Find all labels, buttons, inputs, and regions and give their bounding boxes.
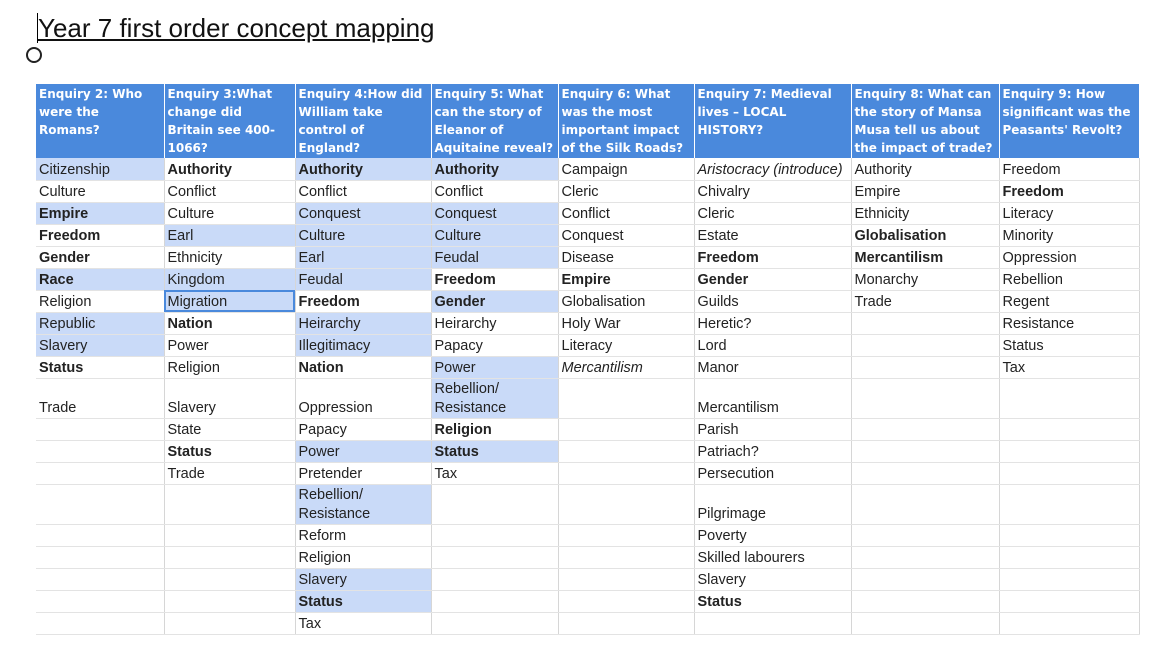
table-cell[interactable] <box>851 546 999 568</box>
table-cell[interactable]: Cleric <box>558 180 694 202</box>
table-cell[interactable]: Minority <box>999 224 1139 246</box>
table-cell[interactable] <box>851 418 999 440</box>
table-cell[interactable] <box>558 462 694 484</box>
table-cell[interactable]: Estate <box>694 224 851 246</box>
table-cell[interactable]: Rebellion <box>999 268 1139 290</box>
table-cell[interactable]: Globalisation <box>851 224 999 246</box>
table-row <box>36 224 1139 246</box>
table-cell[interactable]: Conflict <box>164 180 295 202</box>
table-row <box>36 356 1139 378</box>
table-cell[interactable]: Trade <box>36 378 164 418</box>
table-cell[interactable]: Mercantilism <box>558 356 694 378</box>
table-row <box>36 246 1139 268</box>
table-cell[interactable] <box>431 612 558 634</box>
table-cell[interactable]: Freedom <box>694 246 851 268</box>
table-cell[interactable]: Conflict <box>558 202 694 224</box>
table-cell[interactable] <box>851 524 999 546</box>
table-cell[interactable]: Mercantilism <box>694 378 851 418</box>
table-cell[interactable] <box>999 546 1139 568</box>
table-cell[interactable] <box>36 546 164 568</box>
circle-shape-handle[interactable] <box>26 47 42 63</box>
table-cell[interactable]: Heirarchy <box>431 312 558 334</box>
table-cell[interactable]: Persecution <box>694 462 851 484</box>
table-cell[interactable]: Authority <box>164 158 295 180</box>
table-cell[interactable]: Papacy <box>295 418 431 440</box>
table-cell-selected[interactable]: Migration <box>164 290 295 312</box>
header-enquiry-8: Enquiry 8: What can the story of Mansa Musa tell us about the impact of trade? <box>851 84 999 158</box>
table-cell[interactable]: Slavery <box>36 334 164 356</box>
table-cell[interactable]: Ethnicity <box>164 246 295 268</box>
table-cell[interactable]: Tax <box>999 356 1139 378</box>
table-cell[interactable]: Citizenship <box>36 158 164 180</box>
table-cell[interactable] <box>999 568 1139 590</box>
table-cell[interactable] <box>999 612 1139 634</box>
table-cell[interactable] <box>851 312 999 334</box>
table-cell[interactable]: Religion <box>164 356 295 378</box>
table-cell[interactable]: Earl <box>295 246 431 268</box>
table-row <box>36 484 1139 524</box>
table-cell[interactable]: Freedom <box>999 180 1139 202</box>
table-cell[interactable]: Conquest <box>558 224 694 246</box>
table-row <box>36 268 1139 290</box>
table-cell[interactable] <box>36 590 164 612</box>
table-cell[interactable]: Poverty <box>694 524 851 546</box>
table-cell[interactable]: Manor <box>694 356 851 378</box>
header-enquiry-9: Enquiry 9: How significant was the Peasants' Revolt? <box>999 84 1139 158</box>
table-row <box>36 312 1139 334</box>
table-cell[interactable] <box>851 462 999 484</box>
table-cell[interactable]: Status <box>36 356 164 378</box>
table-cell[interactable] <box>999 484 1139 524</box>
table-cell[interactable]: Earl <box>164 224 295 246</box>
table-cell[interactable] <box>431 568 558 590</box>
table-cell[interactable]: Authority <box>851 158 999 180</box>
table-cell[interactable]: Empire <box>851 180 999 202</box>
table-row <box>36 418 1139 440</box>
table-row <box>36 612 1139 634</box>
table-row <box>36 290 1139 312</box>
table-cell[interactable]: Republic <box>36 312 164 334</box>
table-cell[interactable] <box>558 440 694 462</box>
table-cell[interactable] <box>558 378 694 418</box>
table-cell[interactable]: Status <box>694 590 851 612</box>
table-cell[interactable]: State <box>164 418 295 440</box>
table-cell[interactable]: Tax <box>431 462 558 484</box>
table-cell[interactable] <box>999 524 1139 546</box>
table-cell[interactable] <box>851 334 999 356</box>
table-cell[interactable] <box>558 524 694 546</box>
table-cell[interactable]: Religion <box>295 546 431 568</box>
table-row <box>36 590 1139 612</box>
header-enquiry-2: Enquiry 2: Who were the Romans? <box>36 84 164 158</box>
table-cell[interactable]: Culture <box>164 202 295 224</box>
header-enquiry-7: Enquiry 7: Medieval lives – LOCAL HISTORY? <box>694 84 851 158</box>
table-cell[interactable]: Aristocracy (introduce) <box>694 158 851 180</box>
table-cell[interactable] <box>431 484 558 524</box>
table-cell[interactable] <box>164 524 295 546</box>
table-cell[interactable] <box>999 590 1139 612</box>
header-enquiry-3: Enquiry 3:What change did Britain see 400-1066? <box>164 84 295 158</box>
table-cell[interactable]: Oppression <box>999 246 1139 268</box>
document-title: Year 7 first order concept mapping <box>38 13 435 43</box>
table-cell[interactable] <box>851 356 999 378</box>
table-cell[interactable] <box>164 484 295 524</box>
table-cell[interactable] <box>851 568 999 590</box>
header-row <box>36 84 1139 158</box>
table-cell[interactable] <box>431 546 558 568</box>
table-cell[interactable]: Conflict <box>431 180 558 202</box>
table-cell[interactable]: Cleric <box>694 202 851 224</box>
table-cell[interactable]: Kingdom <box>164 268 295 290</box>
table-cell[interactable]: Heirarchy <box>295 312 431 334</box>
table-cell[interactable] <box>558 546 694 568</box>
table-cell[interactable]: Freedom <box>36 224 164 246</box>
table-cell[interactable] <box>851 440 999 462</box>
header-enquiry-6: Enquiry 6: What was the most important impact of the Silk Roads? <box>558 84 694 158</box>
table-cell[interactable]: Freedom <box>431 268 558 290</box>
table-cell[interactable]: Literacy <box>558 334 694 356</box>
table-cell[interactable]: Culture <box>295 224 431 246</box>
table-cell[interactable]: Slavery <box>295 568 431 590</box>
table-row <box>36 440 1139 462</box>
table-cell[interactable]: Status <box>164 440 295 462</box>
table-cell[interactable] <box>164 546 295 568</box>
table-cell[interactable]: Lord <box>694 334 851 356</box>
table-cell[interactable]: Authority <box>295 158 431 180</box>
table-cell[interactable]: Guilds <box>694 290 851 312</box>
table-row <box>36 334 1139 356</box>
table-cell[interactable]: Monarchy <box>851 268 999 290</box>
table-cell[interactable]: Disease <box>558 246 694 268</box>
table-cell[interactable] <box>558 590 694 612</box>
table-row <box>36 158 1139 180</box>
concept-table <box>36 84 1140 635</box>
table-cell[interactable]: Power <box>295 440 431 462</box>
table-cell[interactable]: Culture <box>36 180 164 202</box>
table-cell[interactable]: Status <box>999 334 1139 356</box>
table-cell[interactable]: Culture <box>431 224 558 246</box>
table-cell[interactable] <box>36 462 164 484</box>
table-cell[interactable]: Skilled labourers <box>694 546 851 568</box>
table-cell[interactable]: Empire <box>36 202 164 224</box>
table-cell[interactable] <box>36 440 164 462</box>
table-cell[interactable] <box>851 612 999 634</box>
table-cell[interactable]: Freedom <box>295 290 431 312</box>
table-cell[interactable]: Reform <box>295 524 431 546</box>
table-cell[interactable]: Resistance <box>999 312 1139 334</box>
table-cell[interactable]: Conquest <box>295 202 431 224</box>
table-cell[interactable]: Heretic? <box>694 312 851 334</box>
table-cell[interactable]: Tax <box>295 612 431 634</box>
table-cell[interactable]: Illegitimacy <box>295 334 431 356</box>
table-cell[interactable]: Slavery <box>164 378 295 418</box>
table-cell[interactable]: Globalisation <box>558 290 694 312</box>
table-row <box>36 378 1139 418</box>
table-cell[interactable]: Power <box>164 334 295 356</box>
table-cell[interactable] <box>36 612 164 634</box>
table-cell[interactable]: Religion <box>36 290 164 312</box>
table-cell[interactable] <box>999 440 1139 462</box>
table-cell[interactable]: Chivalry <box>694 180 851 202</box>
table-cell[interactable] <box>999 418 1139 440</box>
table-cell[interactable] <box>36 568 164 590</box>
table-cell[interactable]: Parish <box>694 418 851 440</box>
table-cell[interactable]: Regent <box>999 290 1139 312</box>
table-cell[interactable]: Empire <box>558 268 694 290</box>
table-cell[interactable]: Patriach? <box>694 440 851 462</box>
table-cell[interactable]: Mercantilism <box>851 246 999 268</box>
table-cell[interactable]: Holy War <box>558 312 694 334</box>
table-cell[interactable] <box>36 418 164 440</box>
table-cell[interactable] <box>999 378 1139 418</box>
table-cell[interactable]: Rebellion/ Resistance <box>295 484 431 524</box>
table-cell[interactable] <box>851 590 999 612</box>
table-row <box>36 568 1139 590</box>
table-cell[interactable]: Literacy <box>999 202 1139 224</box>
table-cell[interactable]: Nation <box>164 312 295 334</box>
table-cell[interactable]: Rebellion/ Resistance <box>431 378 558 418</box>
table-cell[interactable]: Nation <box>295 356 431 378</box>
table-cell[interactable] <box>36 524 164 546</box>
table-cell[interactable]: Freedom <box>999 158 1139 180</box>
table-cell[interactable]: Oppression <box>295 378 431 418</box>
table-cell[interactable] <box>431 590 558 612</box>
table-cell[interactable]: Religion <box>431 418 558 440</box>
table-cell[interactable] <box>558 484 694 524</box>
table-cell[interactable] <box>164 612 295 634</box>
table-cell[interactable] <box>431 524 558 546</box>
table-cell[interactable]: Conquest <box>431 202 558 224</box>
table-cell[interactable]: Authority <box>431 158 558 180</box>
table-row <box>36 180 1139 202</box>
table-cell[interactable] <box>558 612 694 634</box>
table-cell[interactable]: Trade <box>851 290 999 312</box>
table-cell[interactable] <box>164 568 295 590</box>
table-cell[interactable] <box>999 462 1139 484</box>
table-cell[interactable]: Ethnicity <box>851 202 999 224</box>
table-cell[interactable] <box>164 590 295 612</box>
table-cell[interactable]: Slavery <box>694 568 851 590</box>
table-cell[interactable] <box>694 612 851 634</box>
table-row <box>36 202 1139 224</box>
table-cell[interactable]: Campaign <box>558 158 694 180</box>
table-cell[interactable] <box>558 418 694 440</box>
table-row <box>36 524 1139 546</box>
table-cell[interactable]: Pilgrimage <box>694 484 851 524</box>
table-cell[interactable]: Gender <box>36 246 164 268</box>
table-cell[interactable]: Gender <box>431 290 558 312</box>
table-cell[interactable]: Pretender <box>295 462 431 484</box>
table-cell[interactable]: Feudal <box>431 246 558 268</box>
table-row <box>36 462 1139 484</box>
table-cell[interactable]: Conflict <box>295 180 431 202</box>
table-cell[interactable]: Gender <box>694 268 851 290</box>
header-enquiry-5: Enquiry 5: What can the story of Eleanor of Aquitaine reveal? <box>431 84 558 158</box>
table-cell[interactable]: Status <box>295 590 431 612</box>
table-cell[interactable]: Status <box>431 440 558 462</box>
table-cell[interactable] <box>851 378 999 418</box>
header-enquiry-4: Enquiry 4:How did William take control of England? <box>295 84 431 158</box>
table-cell[interactable]: Feudal <box>295 268 431 290</box>
table-row <box>36 546 1139 568</box>
table-cell[interactable] <box>36 484 164 524</box>
table-cell[interactable]: Power <box>431 356 558 378</box>
table-cell[interactable]: Papacy <box>431 334 558 356</box>
table-cell[interactable] <box>851 484 999 524</box>
table-cell[interactable]: Trade <box>164 462 295 484</box>
table-cell[interactable] <box>558 568 694 590</box>
table-cell[interactable]: Race <box>36 268 164 290</box>
